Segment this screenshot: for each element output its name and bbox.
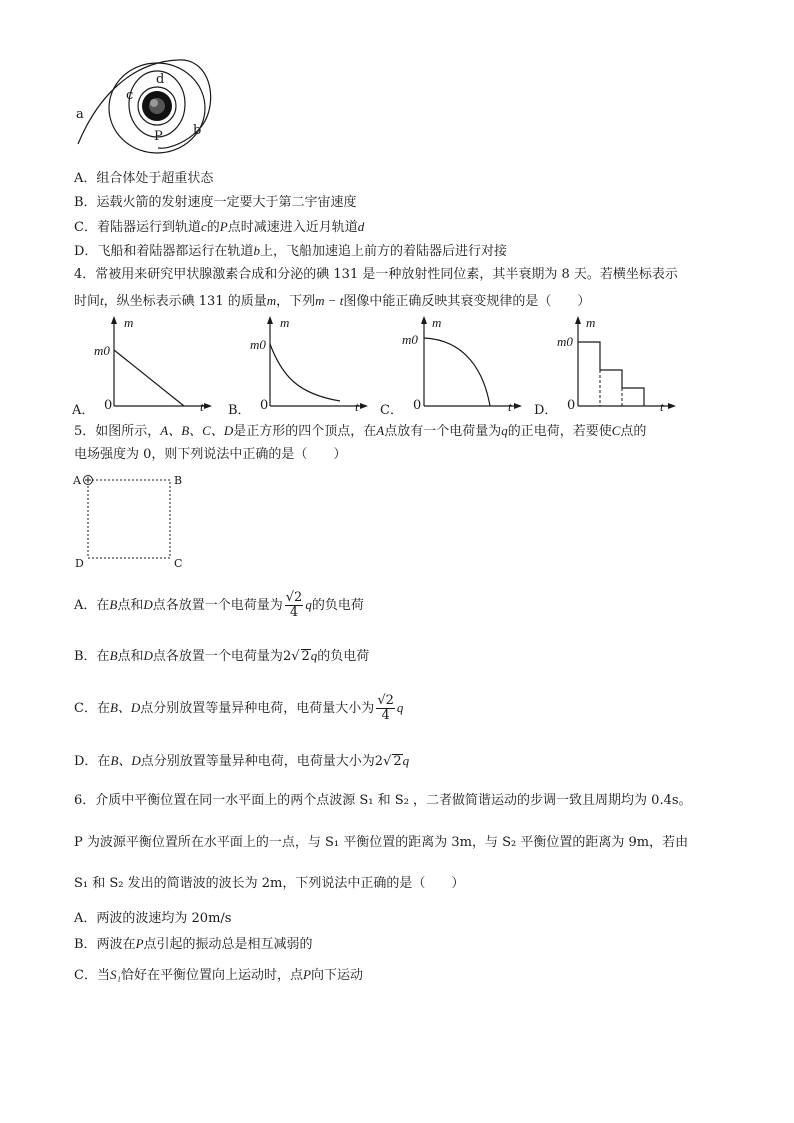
q5-option-a: A．在B点和D点各放置一个电荷量为 $\frac{√2}{4}$ q的负电荷	[74, 590, 364, 620]
q4-graph-b-letter: B．	[228, 403, 251, 418]
q4-stem-line1: 4．常被用来研究甲状腺激素合成和分泌的碘 131 是一种放射性同位素，其半衰期为 8 天。若横坐标表示	[74, 267, 678, 282]
q6-option-a: A．两波的波速均为 20m/s	[74, 911, 232, 926]
corner-B: B	[174, 474, 183, 487]
orbit-label-c: c	[126, 88, 134, 103]
q6-stem-line1: 6．介质中平衡位置在同一水平面上的两个点波源 S₁ 和 S₂ ，二者做简谐运动的步调一致且周期均为 0.4s。	[74, 793, 692, 808]
q5-stem-line2: 电场强度为 0，则下列说法中正确的是（ ）	[74, 447, 347, 462]
q5-option-d: D．在B、D点分别放置等量异种电荷，电荷量大小为2√ 2q	[74, 753, 410, 769]
q3-option-d: D．飞船和着陆器都运行在轨道b上，飞船加速追上前方的着陆器后进行对接	[74, 243, 507, 259]
q3-option-b: B．运载火箭的发射速度一定要大于第二宇宙速度	[74, 195, 357, 210]
q4-stem-line2: 时间t，纵坐标表示碘 131 的质量m，下列m − t图像中能正确反映其衰变规律的是（ ）	[74, 293, 591, 309]
q5-option-c: C．在B、D点分别放置等量异种电荷，电荷量大小为 $\frac{√2}{4}$ q	[74, 693, 404, 723]
corner-A: A	[73, 474, 81, 487]
q6-stem-line2: P 为波源平衡位置所在水平面上的一点，与 S₁ 平衡位置的距离为 3m，与 S₂ 平衡位置的距离为 9m，若由	[74, 835, 689, 850]
q6-option-c: C．当S₁恰好在平衡位置向上运动时，点P向下运动	[74, 967, 363, 983]
q4-graph-a-letter: A．	[72, 403, 95, 418]
q3-option-a: A．组合体处于超重状态	[74, 171, 214, 186]
orbit-diagram	[70, 56, 220, 154]
corner-C: C	[174, 557, 183, 570]
corner-D: D	[75, 557, 84, 570]
q4-graph-c-letter: C．	[380, 403, 403, 418]
q6-stem-line3: S₁ 和 S₂ 发出的简谐波的波长为 2m，下列说法中正确的是（ ）	[74, 876, 465, 891]
orbit-label-b: b	[193, 123, 202, 138]
orbit-label-d: d	[156, 72, 165, 87]
square-diagram	[80, 472, 183, 564]
q3-option-c: C．着陆器运行到轨道c的P点时减速进入近月轨道d	[74, 219, 365, 235]
q6-option-b: B．两波在P点引起的振动总是相互减弱的	[74, 936, 313, 952]
q5-stem-line1: 5．如图所示，A、B、C、D是正方形的四个顶点，在A点放有一个电荷量为q的正电荷，若要使C点的	[74, 423, 647, 439]
orbit-label-a: a	[76, 107, 84, 122]
orbit-label-P: P	[154, 129, 163, 144]
q4-graph-d-letter: D．	[534, 403, 558, 418]
exam-page: a c d P b A．组合体处于超重状态 B．运载火箭的发射速度一定要大于第二宇宙速度 C．着陆器运行到轨道c的P点时减速进入近月轨道d D．飞船和着陆器都运行在轨道b上，飞船加速追上前方的着陆器后进行对接 4．常被用来研究甲状腺激素合成和分泌的碘 131 是一种放射性同位素，其半衰期为 8 天。若横坐标表示 时间t，纵坐标表示碘 131 的质量m，下列m − t图像中能正确反映其衰变规律的是（ ） A． m m0 0 t B． m m0 0 t C． m m0 0 t D． m m0 0 t 5．如图所示，A、B、C、D是正方形的四个顶点，在A点放有一个电荷量为q的正电荷，若要使C点的 电场强度为 0，则下列说法中正确的是（ ） A B D C A．在B点和D点各放置一个电荷量为 $\frac{√2}{4}$ q的负电荷 B．在B点和D点各放置一个电荷量为2√ 2q的负电荷 C．在B、D点分别放置等量异种电荷，电荷量大小为 $\frac{√2}{4}$ q D．在B、D点分别放置等量异种电荷，电荷量大小为2√ 2q 6．介质中平衡位置在同一水平面上的两个点波源 S₁ 和 S₂ ，二者做简谐运动的步调一致且周期均为 0.4s。 P 为波源平衡位置所在水平面上的一点，与 S₁ 平衡位置的距离为 3m，与 S₂ 平衡位置的距离为 9m，若由 S₁ 和 S₂ 发出的简谐波的波长为 2m，下列说法中正确的是（ ） A．两波的波速均为 20m/s B．两波在P点引起的振动总是相互减弱的 C．当S₁恰好在平衡位置向上运动时，点P向下运动	[0, 0, 794, 1123]
q5-option-b: B．在B点和D点各放置一个电荷量为2√ 2q的负电荷	[74, 648, 370, 664]
